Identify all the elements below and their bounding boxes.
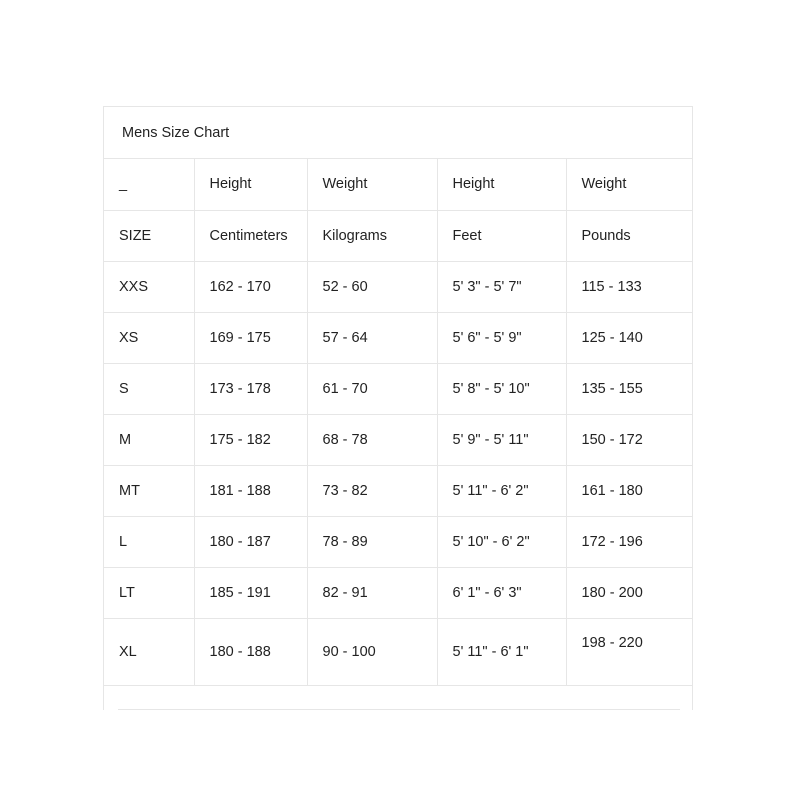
table-cell: 169 - 175 — [194, 312, 307, 363]
table-header-row — [104, 159, 693, 210]
table-cell: 90 - 100 — [307, 618, 437, 685]
table-subheader-row — [104, 210, 693, 261]
table-header-cell: Kilograms — [307, 210, 437, 261]
divider — [118, 709, 680, 710]
table-cell: 173 - 178 — [194, 363, 307, 414]
table-header-cell: Height — [194, 159, 307, 210]
size-chart-container — [103, 106, 693, 710]
table-cell: 180 - 188 — [194, 618, 307, 685]
table-cell: 5' 6" - 5' 9" — [437, 312, 566, 363]
table-header-cell: Feet — [437, 210, 566, 261]
table-cell: 180 - 200 — [566, 567, 693, 618]
table-cell: 172 - 196 — [566, 516, 693, 567]
table-header-cell: Weight — [307, 159, 437, 210]
table-header-cell: Pounds — [566, 210, 693, 261]
table-cell: 5' 8" - 5' 10" — [437, 363, 566, 414]
table-cell: S — [104, 363, 194, 414]
table-cell: XXS — [104, 261, 194, 312]
table-cell: 150 - 172 — [566, 414, 693, 465]
table-row — [104, 516, 693, 567]
table-cell: XL — [104, 618, 194, 685]
table-cell: MT — [104, 465, 194, 516]
table-cell: 185 - 191 — [194, 567, 307, 618]
table-cell: 73 - 82 — [307, 465, 437, 516]
table-cell: 78 - 89 — [307, 516, 437, 567]
table-cell: 82 - 91 — [307, 567, 437, 618]
table-row — [104, 363, 693, 414]
table-cell: LT — [104, 567, 194, 618]
table-cell: 68 - 78 — [307, 414, 437, 465]
table-cell: 5' 11" - 6' 2" — [437, 465, 566, 516]
table-header-cell: SIZE — [104, 210, 194, 261]
table-header-cell: Weight — [566, 159, 693, 210]
table-cell: M — [104, 414, 194, 465]
table-cell: 175 - 182 — [194, 414, 307, 465]
table-cell: XS — [104, 312, 194, 363]
table-row — [104, 312, 693, 363]
table-cell: 5' 11" - 6' 1" — [437, 618, 566, 685]
table-cell: 5' 10" - 6' 2" — [437, 516, 566, 567]
table-cell: 115 - 133 — [566, 261, 693, 312]
table-row — [104, 465, 693, 516]
table-cell: 61 - 70 — [307, 363, 437, 414]
table-cell: 52 - 60 — [307, 261, 437, 312]
table-cell: 198 - 220 — [566, 618, 693, 685]
table-cell: L — [104, 516, 194, 567]
table-cell: 161 - 180 — [566, 465, 693, 516]
table-cell: 135 - 155 — [566, 363, 693, 414]
table-header-cell: Centimeters — [194, 210, 307, 261]
table-row — [104, 618, 693, 685]
size-table — [104, 159, 693, 686]
table-header-cell: _ — [104, 159, 194, 210]
table-cell: 6' 1" - 6' 3" — [437, 567, 566, 618]
table-cell: 57 - 64 — [307, 312, 437, 363]
table-cell: 181 - 188 — [194, 465, 307, 516]
table-cell: 162 - 170 — [194, 261, 307, 312]
table-cell: 5' 9" - 5' 11" — [437, 414, 566, 465]
table-header-cell: Height — [437, 159, 566, 210]
table-row — [104, 414, 693, 465]
table-cell: 125 - 140 — [566, 312, 693, 363]
table-row — [104, 261, 693, 312]
table-cell: 180 - 187 — [194, 516, 307, 567]
size-chart-title: Mens Size Chart — [104, 107, 692, 159]
table-row — [104, 567, 693, 618]
table-cell: 5' 3" - 5' 7" — [437, 261, 566, 312]
